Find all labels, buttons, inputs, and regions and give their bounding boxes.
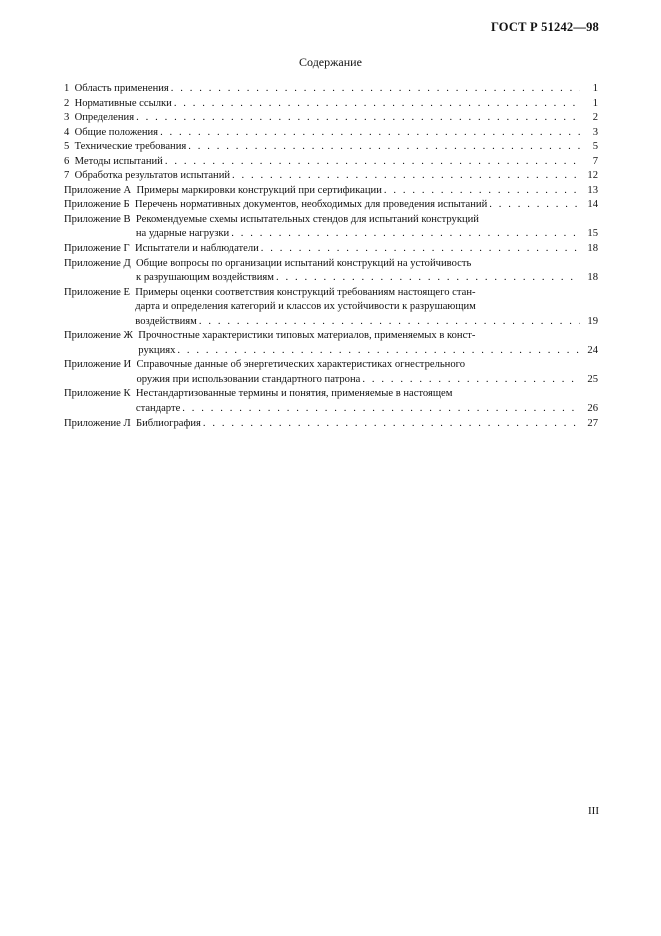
toc-entry-page: 5 — [592, 141, 598, 153]
dot-leader — [231, 227, 580, 242]
toc-entry[interactable] — [64, 286, 598, 330]
toc-entry[interactable] — [64, 126, 598, 141]
toc-entry-title: дарта и определения категорий и классов их устойчивости к разрушающим — [135, 301, 476, 313]
dot-leader — [199, 315, 580, 330]
toc-entry[interactable] — [64, 111, 598, 126]
toc-entry-page: 18 — [587, 272, 598, 284]
dot-leader — [177, 344, 580, 359]
toc-entry-title: Методы испытаний — [74, 155, 163, 167]
toc-entry-title: Общие положения — [74, 126, 159, 138]
toc-entry-title: к разрушающим воздействиям — [136, 272, 274, 284]
toc-entry-title: Прочностные характеристики типовых материалов, применяемых в конст- — [138, 330, 476, 342]
toc-entry-title: Перечень нормативных документов, необходимых для проведения испытаний — [134, 199, 488, 211]
page-title: Содержание — [299, 55, 362, 69]
toc-entry-label: 6 — [64, 155, 75, 167]
toc-entry[interactable] — [64, 169, 598, 184]
dot-leader — [160, 126, 580, 141]
toc-entry-label: Приложение Г — [64, 243, 135, 255]
toc-entry-title: рукциях — [138, 344, 176, 356]
toc-entry-label: 3 — [64, 112, 75, 124]
toc-entry[interactable] — [64, 140, 598, 155]
dot-leader — [136, 111, 580, 126]
toc-entry-label: Приложение Л — [64, 417, 136, 429]
toc-entry-title: Область применения — [74, 83, 169, 94]
toc-entry-page: 15 — [587, 228, 598, 240]
toc-entry-label: Приложение И — [64, 359, 137, 371]
table-of-contents — [64, 82, 598, 431]
toc-entry-title: Примеры маркировки конструкций при сертификации — [136, 184, 382, 196]
dot-leader — [276, 271, 580, 286]
toc-entry-title: Нестандартизованные термины и понятия, применяемые в настоящем — [135, 388, 453, 400]
toc-entry-title: на ударные нагрузки — [135, 228, 230, 240]
toc-entry-title: Испытатели и наблюдатели — [134, 243, 259, 255]
toc-entry[interactable] — [64, 82, 598, 97]
toc-entry-page: 18 — [587, 243, 598, 255]
toc-entry-title: Определения — [74, 112, 135, 124]
dot-leader — [203, 417, 580, 432]
toc-entry[interactable] — [64, 358, 598, 387]
toc-entry-label: 2 — [64, 97, 75, 109]
toc-entry[interactable] — [64, 242, 598, 257]
toc-entry-page: 24 — [587, 344, 598, 356]
standard-header: ГОСТ Р 51242—98 — [490, 20, 599, 34]
toc-entry-title: Общие вопросы по организации испытаний конструкций на устойчивость — [136, 257, 472, 269]
toc-entry-title: стандарте — [135, 403, 181, 415]
toc-entry-page: 27 — [587, 417, 598, 429]
toc-entry-label: 7 — [64, 170, 75, 182]
toc-entry-page: 25 — [587, 373, 598, 385]
toc-entry-title: Технические требования — [74, 141, 187, 153]
toc-entry-page: 1 — [592, 83, 598, 94]
toc-entry[interactable] — [64, 184, 598, 199]
toc-entry-label: 5 — [64, 141, 75, 153]
dot-leader — [171, 82, 580, 97]
toc-entry-page: 12 — [587, 170, 598, 182]
toc-entry-title: Справочные данные об энергетических характеристиках огнестрельного — [136, 359, 466, 371]
toc-entry-label: Приложение А — [64, 184, 137, 196]
toc-entry-label: Приложение Ж — [64, 330, 139, 342]
toc-entry-label: Приложение Е — [64, 286, 136, 298]
dot-leader — [188, 140, 580, 155]
page-number: III — [588, 805, 599, 817]
toc-entry-page: 2 — [592, 112, 598, 124]
toc-entry[interactable] — [64, 257, 598, 286]
toc-entry-title: оружия при использовании стандартного патрона — [136, 373, 361, 385]
toc-entry-page: 1 — [592, 97, 598, 109]
toc-entry-page: 13 — [587, 184, 598, 196]
toc-entry-label: 4 — [64, 126, 75, 138]
dot-leader — [384, 184, 580, 199]
toc-entry-page: 7 — [592, 155, 598, 167]
toc-entry-title: Библиография — [136, 417, 201, 429]
dot-leader — [174, 97, 580, 112]
toc-entry[interactable] — [64, 417, 598, 432]
toc-entry-title: воздействиям — [135, 315, 197, 327]
toc-entry-page: 19 — [587, 315, 598, 327]
toc-entry-label: Приложение В — [64, 213, 136, 225]
toc-entry-page: 26 — [587, 403, 598, 415]
toc-entry-title: Примеры оценки соответствия конструкций требованиям настоящего стан- — [135, 286, 476, 298]
toc-entry-page: 3 — [592, 126, 598, 138]
toc-entry-page: 14 — [587, 199, 598, 211]
dot-leader — [261, 242, 580, 257]
toc-entry-title: Нормативные ссылки — [74, 97, 172, 109]
toc-entry[interactable] — [64, 97, 598, 112]
dot-leader — [182, 402, 580, 417]
toc-entry-title: Обработка результатов испытаний — [74, 170, 231, 182]
dot-leader — [232, 169, 580, 184]
toc-entry-label: Приложение Б — [64, 199, 135, 211]
toc-entry[interactable] — [64, 329, 598, 358]
dot-leader — [165, 155, 580, 170]
dot-leader — [489, 198, 580, 213]
toc-entry-label: 1 — [64, 83, 75, 94]
toc-entry-label: Приложение К — [64, 388, 136, 400]
toc-entry-label: Приложение Д — [64, 257, 137, 269]
toc-entry[interactable] — [64, 198, 598, 213]
toc-entry[interactable] — [64, 387, 598, 416]
dot-leader — [362, 373, 580, 388]
toc-entry-title: Рекомендуемые схемы испытательных стендов для испытаний конструкций — [135, 213, 479, 225]
toc-entry[interactable] — [64, 155, 598, 170]
toc-entry[interactable] — [64, 213, 598, 242]
